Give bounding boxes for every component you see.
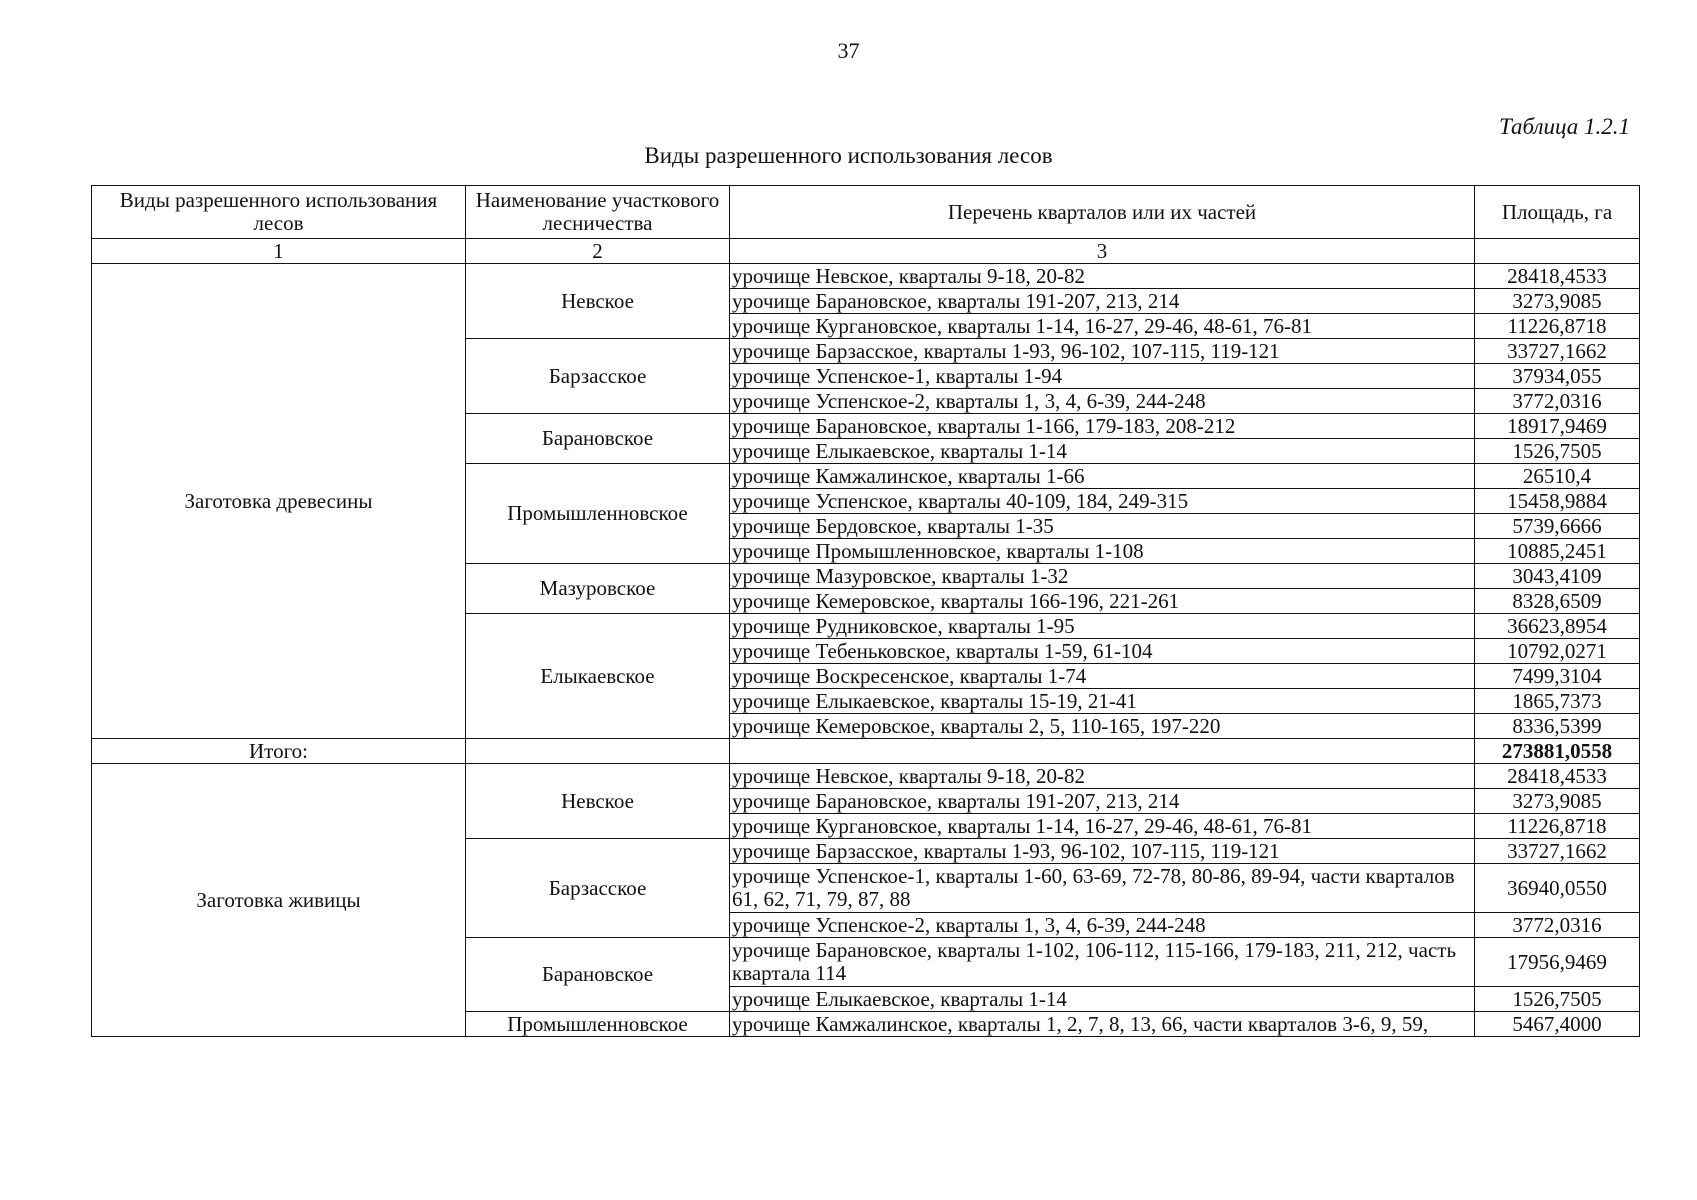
area-cell: 36940,0550 [1475, 864, 1640, 913]
page-number: 37 [837, 38, 860, 63]
quarters-cell: урочище Елыкаевское, кварталы 15-19, 21-41 [730, 689, 1475, 714]
area-cell: 18917,9469 [1475, 414, 1640, 439]
header-forestry: Наименование участкового лесничества [466, 186, 730, 239]
total-area: 273881,0558 [1475, 739, 1640, 764]
column-number-row [92, 239, 1640, 264]
quarters-cell: урочище Кургановское, кварталы 1-14, 16-27, 29-46, 48-61, 76-81 [730, 814, 1475, 839]
area-cell: 28418,4533 [1475, 764, 1640, 789]
quarters-cell: урочище Тебеньковское, кварталы 1-59, 61-104 [730, 639, 1475, 664]
area-cell: 3273,9085 [1475, 289, 1640, 314]
quarters-cell: урочище Барановское, кварталы 1-166, 179-183, 208-212 [730, 414, 1475, 439]
table-title: Виды разрешенного использования лесов [644, 143, 1053, 168]
forestry-cell: Мазуровское [466, 564, 730, 614]
header-area: Площадь, га [1475, 186, 1640, 239]
forestry-cell: Промышленновское [466, 1012, 730, 1037]
quarters-cell: урочище Невское, кварталы 9-18, 20-82 [730, 764, 1475, 789]
area-cell: 10792,0271 [1475, 639, 1640, 664]
forestry-cell: Барзасское [466, 839, 730, 938]
total-row [92, 739, 1640, 764]
quarters-cell: урочище Невское, кварталы 9-18, 20-82 [730, 264, 1475, 289]
area-cell: 1526,7505 [1475, 987, 1640, 1012]
quarters-cell: урочище Промышленновское, кварталы 1-108 [730, 539, 1475, 564]
area-cell: 8328,6509 [1475, 589, 1640, 614]
quarters-cell: урочище Кемеровское, кварталы 166-196, 221-261 [730, 589, 1475, 614]
quarters-cell: урочище Елыкаевское, кварталы 1-14 [730, 439, 1475, 464]
table-row [92, 264, 1640, 289]
table-label: Таблица 1.2.1 [1498, 114, 1630, 139]
quarters-cell: урочище Бердовское, кварталы 1-35 [730, 514, 1475, 539]
forest-use-table [91, 185, 1640, 1037]
quarters-cell: урочище Барановское, кварталы 191-207, 213, 214 [730, 289, 1475, 314]
area-cell: 37934,055 [1475, 364, 1640, 389]
total-empty-cell [466, 739, 730, 764]
quarters-cell: урочище Успенское-1, кварталы 1-94 [730, 364, 1475, 389]
forestry-cell: Невское [466, 264, 730, 339]
area-cell: 17956,9469 [1475, 938, 1640, 987]
quarters-cell: урочище Успенское-1, кварталы 1-60, 63-69, 72-78, 80-86, 89-94, части кварталов 61, 62, 71, 79, 87, 88 [730, 864, 1475, 913]
area-cell: 11226,8718 [1475, 814, 1640, 839]
forestry-cell: Барзасское [466, 339, 730, 414]
area-cell: 36623,8954 [1475, 614, 1640, 639]
total-label: Итого: [92, 739, 466, 764]
area-cell: 3043,4109 [1475, 564, 1640, 589]
area-cell: 5467,4000 [1475, 1012, 1640, 1037]
area-cell: 1526,7505 [1475, 439, 1640, 464]
area-cell: 8336,5399 [1475, 714, 1640, 739]
forestry-cell: Барановское [466, 938, 730, 1012]
quarters-cell: урочище Успенское-2, кварталы 1, 3, 4, 6-39, 244-248 [730, 389, 1475, 414]
area-cell: 28418,4533 [1475, 264, 1640, 289]
header-row [92, 186, 1640, 239]
forestry-cell: Невское [466, 764, 730, 839]
forestry-cell: Елыкаевское [466, 614, 730, 739]
quarters-cell: урочище Барановское, кварталы 191-207, 213, 214 [730, 789, 1475, 814]
quarters-cell: урочище Успенское, кварталы 40-109, 184, 249-315 [730, 489, 1475, 514]
use-type-cell: Заготовка живицы [92, 764, 466, 1037]
area-cell: 33727,1662 [1475, 839, 1640, 864]
quarters-cell: урочище Кемеровское, кварталы 2, 5, 110-165, 197-220 [730, 714, 1475, 739]
area-cell: 33727,1662 [1475, 339, 1640, 364]
quarters-cell: урочище Рудниковское, кварталы 1-95 [730, 614, 1475, 639]
quarters-cell: урочище Воскресенское, кварталы 1-74 [730, 664, 1475, 689]
area-cell: 15458,9884 [1475, 489, 1640, 514]
column-number: 3 [730, 239, 1475, 264]
column-number: 1 [92, 239, 466, 264]
quarters-cell: урочище Барзасское, кварталы 1-93, 96-102, 107-115, 119-121 [730, 339, 1475, 364]
header-use-type: Виды разрешенного использования лесов [92, 186, 466, 239]
area-cell: 26510,4 [1475, 464, 1640, 489]
header-quarters: Перечень кварталов или их частей [730, 186, 1475, 239]
forestry-cell: Промышленновское [466, 464, 730, 564]
column-number: 2 [466, 239, 730, 264]
total-empty-cell [730, 739, 1475, 764]
quarters-cell: урочище Барановское, кварталы 1-102, 106-112, 115-166, 179-183, 211, 212, часть квартала 114 [730, 938, 1475, 987]
area-cell: 10885,2451 [1475, 539, 1640, 564]
quarters-cell: урочище Барзасское, кварталы 1-93, 96-102, 107-115, 119-121 [730, 839, 1475, 864]
quarters-cell: урочище Елыкаевское, кварталы 1-14 [730, 987, 1475, 1012]
quarters-cell: урочище Камжалинское, кварталы 1-66 [730, 464, 1475, 489]
area-cell: 5739,6666 [1475, 514, 1640, 539]
quarters-cell: урочище Кургановское, кварталы 1-14, 16-27, 29-46, 48-61, 76-81 [730, 314, 1475, 339]
area-cell: 1865,7373 [1475, 689, 1640, 714]
area-cell: 3772,0316 [1475, 913, 1640, 938]
use-type-cell: Заготовка древесины [92, 264, 466, 739]
area-cell: 3772,0316 [1475, 389, 1640, 414]
quarters-cell: урочище Камжалинское, кварталы 1, 2, 7, 8, 13, 66, части кварталов 3-6, 9, 59, [730, 1012, 1475, 1037]
table-row [92, 764, 1640, 789]
area-cell: 7499,3104 [1475, 664, 1640, 689]
quarters-cell: урочище Успенское-2, кварталы 1, 3, 4, 6-39, 244-248 [730, 913, 1475, 938]
area-cell: 11226,8718 [1475, 314, 1640, 339]
forestry-cell: Барановское [466, 414, 730, 464]
column-number [1475, 239, 1640, 264]
quarters-cell: урочище Мазуровское, кварталы 1-32 [730, 564, 1475, 589]
area-cell: 3273,9085 [1475, 789, 1640, 814]
